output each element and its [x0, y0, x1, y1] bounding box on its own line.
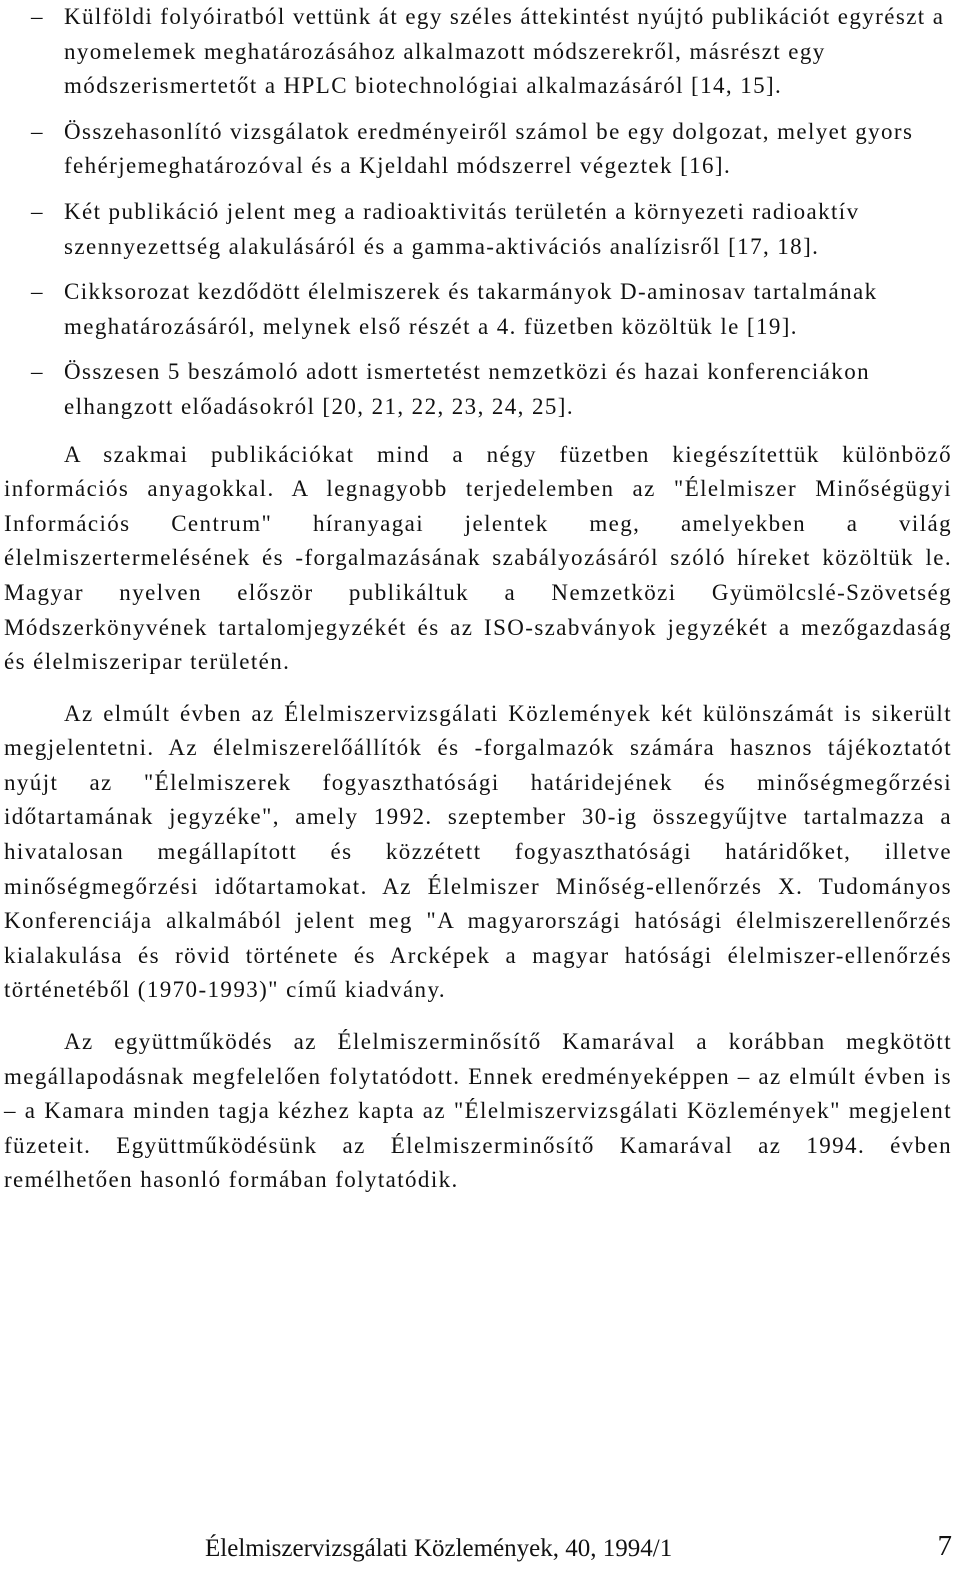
- bullet-item: [4, 0, 952, 104]
- paragraph: A szakmai publikációkat mind a négy füzetben kiegészítettük különböző információs anyagokkal. A legnagyobb terjedelemben az "Élelmiszer Minőségügyi Információs Centrum" híranyagai jelentek meg, amelyekben a világ élelmiszertermelésének és -forgalmazásának szabályozásáról szóló híreket közöltük le. Magyar nyelven először publikáltuk a Nemzetközi Gyümölcslé-Szövetség Módszerkönyvének tartalomjegyzékét és az ISO-szabványok jegyzékét a mezőgazdaság és élelmiszeripar területén.: [4, 441, 952, 675]
- dash-marker: –: [31, 4, 44, 29]
- dash-marker: –: [31, 279, 44, 305]
- document-page: [4, 0, 952, 1198]
- page-number: 7: [937, 1530, 952, 1562]
- bullet-text: Két publikáció jelent meg a radioaktivitás területén a környezeti radioaktív szennyezettség alakulásáról és a gamma-aktivációs analízisről [17, 18].: [64, 198, 860, 259]
- dash-marker: –: [31, 198, 44, 224]
- dash-marker: –: [31, 359, 44, 385]
- dash-marker: –: [31, 118, 44, 144]
- bullet-text: Összesen 5 beszámoló adott ismertetést nemzetközi és hazai konferenciákon elhangzott előadásokról [20, 21, 22, 23, 24, 25].: [64, 359, 870, 419]
- bullet-item: [4, 355, 952, 424]
- paragraph: Az elmúlt évben az Élelmiszervizsgálati Közlemények két különszámát is sikerült megjelentetni. Az élelmiszerelőállítók és -forgalmazók számára hasznos tájékoztatót nyújt az "Élelmiszerek fogyaszthatósági határidejének és minőségmegőrzési időtartamának jegyzéke", amely 1992. szeptember 30-ig összegyűjtve tartalmazza a hivatalosan megállapított és közzétett fogyaszthatósági határidőket, illetve minőségmegőrzési időtartamokat. Az Élelmiszer Minőség-ellenőrzés X. Tudományos Konferenciája alkalmából jelent meg "A magyarországi hatósági élelmiszerellenőrzés kialakulása és rövid története és Arcképek a magyar hatósági élelmiszer-ellenőrzés történetéből (1970-1993)" című kiadvány.: [4, 700, 952, 1003]
- journal-citation: Élelmiszervizsgálati Közlemények, 40, 1994/1: [205, 1535, 673, 1562]
- page-footer: [0, 1530, 960, 1570]
- bullet-list: [4, 0, 952, 425]
- bullet-text: Külföldi folyóiratból vettünk át egy széles áttekintést nyújtó publikációt egyrészt a nyomelemek meghatározásához alkalmazott módszerekről, másrészt egy módszerismertetőt a HPLC biotechnológiai alkalmazásáról [14, 15].: [64, 4, 945, 99]
- paragraph: Az együttműködés az Élelmiszerminősítő Kamarával a korábban megkötött megállapodásnak megfelelően folytatódott. Ennek eredményeképpen – az elmúlt évben is – a Kamara minden tagja kézhez kapta az "Élelmiszervizsgálati Közlemények" megjelent füzeteit. Együttműködésünk az Élelmiszerminősítő Kamarával az 1994. évben remélhetően hasonló formában folytatódik.: [4, 1029, 952, 1193]
- bullet-item: [4, 275, 952, 344]
- bullet-text: Összehasonlító vizsgálatok eredményeiről számol be egy dolgozat, melyet gyors fehérjemeghatározóval és a Kjeldahl módszerrel végeztek [16].: [64, 118, 914, 179]
- bullet-item: [4, 195, 952, 264]
- bullet-text: Cikksorozat kezdődött élelmiszerek és takarmányok D-aminosav tartalmának meghatározásáról, melynek első részét a 4. füzetben közöltük le [19].: [64, 279, 878, 339]
- bullet-item: [4, 115, 952, 184]
